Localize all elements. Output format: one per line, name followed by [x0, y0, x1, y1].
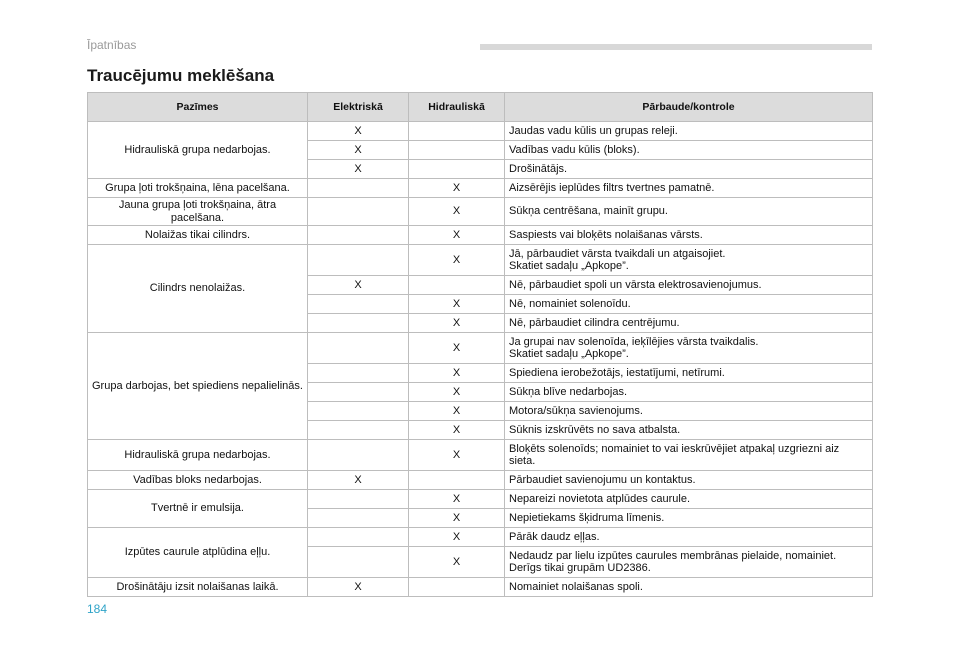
electrical-mark-cell: X	[308, 122, 409, 141]
electrical-mark-cell	[308, 295, 409, 314]
check-cell: Vadības vadu kūlis (bloks).	[505, 141, 873, 160]
column-header-electrical: Elektriskā	[308, 93, 409, 122]
hydraulic-mark-cell: X	[409, 547, 505, 578]
table-row	[88, 471, 873, 490]
electrical-mark-cell	[308, 509, 409, 528]
electrical-mark-cell: X	[308, 141, 409, 160]
electrical-mark-cell	[308, 333, 409, 364]
symptom-cell: Izpūtes caurule atplūdina eļļu.	[88, 528, 308, 578]
electrical-mark-cell	[308, 226, 409, 245]
symptom-cell: Grupa ļoti trokšņaina, lēna pacelšana.	[88, 179, 308, 198]
hydraulic-mark-cell	[409, 160, 505, 179]
electrical-mark-cell	[308, 547, 409, 578]
table-row	[88, 226, 873, 245]
electrical-mark-cell: X	[308, 471, 409, 490]
check-cell: Bloķēts solenoīds; nomainiet to vai ieskrūvējiet atpakaļ uzgriezni aiz sieta.	[505, 440, 873, 471]
section-header: Īpatnības	[87, 38, 137, 52]
electrical-mark-cell: X	[308, 578, 409, 597]
symptom-cell: Tvertnē ir emulsija.	[88, 490, 308, 528]
page-number: 184	[87, 602, 108, 616]
hydraulic-mark-cell: X	[409, 383, 505, 402]
table-row	[88, 528, 873, 547]
check-cell: Nē, pārbaudiet spoli un vārsta elektrosavienojumus.	[505, 276, 873, 295]
column-header-hydraulic: Hidrauliskā	[409, 93, 505, 122]
hydraulic-mark-cell	[409, 122, 505, 141]
table-row	[88, 333, 873, 364]
hydraulic-mark-cell: X	[409, 421, 505, 440]
symptom-cell: Grupa darbojas, bet spiediens nepalielinās.	[88, 333, 308, 440]
check-cell: Drošinātājs.	[505, 160, 873, 179]
check-cell: Jaudas vadu kūlis un grupas releji.	[505, 122, 873, 141]
hydraulic-mark-cell: X	[409, 295, 505, 314]
table-row	[88, 578, 873, 597]
check-cell: Aizsērējis ieplūdes filtrs tvertnes pamatnē.	[505, 179, 873, 198]
electrical-mark-cell	[308, 198, 409, 226]
symptom-cell: Jauna grupa ļoti trokšņaina, ātra pacelšana.	[88, 198, 308, 226]
hydraulic-mark-cell: X	[409, 226, 505, 245]
troubleshooting-table	[87, 92, 873, 597]
table-row	[88, 245, 873, 276]
symptom-cell: Hidrauliskā grupa nedarbojas.	[88, 440, 308, 471]
table-row	[88, 122, 873, 141]
hydraulic-mark-cell	[409, 141, 505, 160]
electrical-mark-cell	[308, 364, 409, 383]
check-cell: Saspiests vai bloķēts nolaišanas vārsts.	[505, 226, 873, 245]
check-cell: Motora/sūkņa savienojums.	[505, 402, 873, 421]
hydraulic-mark-cell: X	[409, 314, 505, 333]
table-row	[88, 490, 873, 509]
symptom-cell: Hidrauliskā grupa nedarbojas.	[88, 122, 308, 179]
hydraulic-mark-cell: X	[409, 333, 505, 364]
check-cell: Pārāk daudz eļļas.	[505, 528, 873, 547]
check-cell: Nedaudz par lielu izpūtes caurules membrānas pielaide, nomainiet. Derīgs tikai grupām UD2386.	[505, 547, 873, 578]
check-cell: Nomainiet nolaišanas spoli.	[505, 578, 873, 597]
electrical-mark-cell	[308, 440, 409, 471]
hydraulic-mark-cell: X	[409, 490, 505, 509]
hydraulic-mark-cell: X	[409, 364, 505, 383]
check-cell: Ja grupai nav solenoīda, ieķīlējies vārsta tvaikdalis. Skatiet sadaļu „Apkope”.	[505, 333, 873, 364]
column-header-check: Pārbaude/kontrole	[505, 93, 873, 122]
header-divider-bar	[480, 44, 872, 50]
hydraulic-mark-cell: X	[409, 528, 505, 547]
hydraulic-mark-cell	[409, 578, 505, 597]
electrical-mark-cell	[308, 314, 409, 333]
symptom-cell: Vadības bloks nedarbojas.	[88, 471, 308, 490]
check-cell: Sūknis izskrūvēts no sava atbalsta.	[505, 421, 873, 440]
page-title: Traucējumu meklēšana	[87, 66, 275, 85]
column-header-symptoms: Pazīmes	[88, 93, 308, 122]
hydraulic-mark-cell: X	[409, 440, 505, 471]
check-cell: Pārbaudiet savienojumu un kontaktus.	[505, 471, 873, 490]
check-cell: Nē, pārbaudiet cilindra centrējumu.	[505, 314, 873, 333]
electrical-mark-cell	[308, 383, 409, 402]
table-row	[88, 440, 873, 471]
check-cell: Spiediena ierobežotājs, iestatījumi, netīrumi.	[505, 364, 873, 383]
symptom-cell: Drošinātāju izsit nolaišanas laikā.	[88, 578, 308, 597]
check-cell: Nē, nomainiet solenoīdu.	[505, 295, 873, 314]
symptom-cell: Cilindrs nenolaižas.	[88, 245, 308, 333]
electrical-mark-cell	[308, 402, 409, 421]
hydraulic-mark-cell	[409, 471, 505, 490]
table-row	[88, 179, 873, 198]
symptom-cell: Nolaižas tikai cilindrs.	[88, 226, 308, 245]
table-header-row	[88, 93, 873, 122]
check-cell: Sūkņa centrēšana, mainīt grupu.	[505, 198, 873, 226]
check-cell: Nepareizi novietota atplūdes caurule.	[505, 490, 873, 509]
check-cell: Jā, pārbaudiet vārsta tvaikdali un atgaisojiet. Skatiet sadaļu „Apkope”.	[505, 245, 873, 276]
hydraulic-mark-cell: X	[409, 198, 505, 226]
hydraulic-mark-cell: X	[409, 509, 505, 528]
table-row	[88, 198, 873, 226]
hydraulic-mark-cell: X	[409, 245, 505, 276]
check-cell: Nepietiekams šķidruma līmenis.	[505, 509, 873, 528]
electrical-mark-cell	[308, 490, 409, 509]
check-cell: Sūkņa blīve nedarbojas.	[505, 383, 873, 402]
electrical-mark-cell	[308, 245, 409, 276]
electrical-mark-cell: X	[308, 160, 409, 179]
electrical-mark-cell	[308, 528, 409, 547]
hydraulic-mark-cell	[409, 276, 505, 295]
electrical-mark-cell: X	[308, 276, 409, 295]
electrical-mark-cell	[308, 421, 409, 440]
hydraulic-mark-cell: X	[409, 179, 505, 198]
electrical-mark-cell	[308, 179, 409, 198]
hydraulic-mark-cell: X	[409, 402, 505, 421]
